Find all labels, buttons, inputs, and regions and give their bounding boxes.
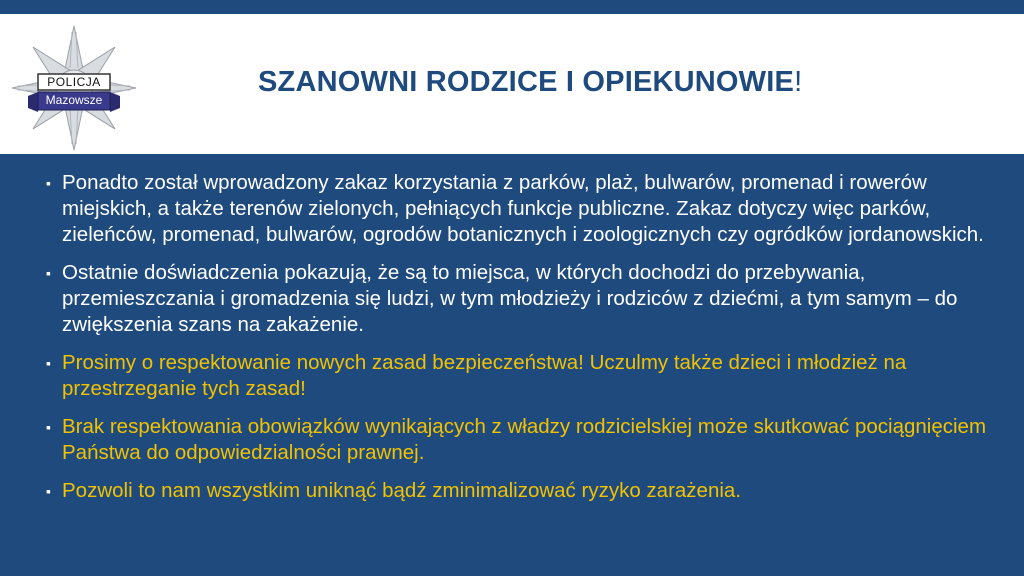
bullet-text: Ponadto został wprowadzony zakaz korzystania z parków, plaż, bulwarów, promenad i rowerów miejskich, a także terenów zielonych, pełniących funkcje publiczne. Zakaz dotyczy więc parków, zieleńców, promenad, bulwarów, ogrodów botanicznych i zoologicznych czy ogródków jordanowskich. (62, 171, 984, 246)
logo-bottom-text: Mazowsze (45, 93, 103, 107)
bullet-text: Prosimy o respektowanie nowych zasad bezpieczeństwa! Uczulmy także dzieci i młodzież na przestrzeganie tych zasad! (62, 351, 907, 400)
bullet-text: Pozwoli to nam wszystkim uniknąć bądź zminimalizować ryzyko zarażenia. (62, 479, 742, 502)
bullet-item (44, 478, 994, 504)
logo-top-text: POLICJA (47, 75, 101, 89)
slide-title (258, 66, 802, 99)
bullet-marker-icon: ▪ (46, 265, 51, 281)
bullet-text: Brak respektowania obowiązków wynikających z władzy rodzicielskiej może skutkować pociągnięciem Państwa do odpowiedzialności prawnej. (62, 415, 987, 464)
bullet-item (44, 260, 994, 338)
bullet-text: Ostatnie doświadczenia pokazują, że są to miejsca, w których dochodzi do przebywania, przemieszczania i gromadzenia się ludzi, w tym młodzieży i rodziców z dziećmi, a tym samym – do zwiększenia szans na zakażenie. (62, 261, 958, 336)
slide-title-suffix: ! (794, 66, 803, 98)
bullet-marker-icon: ▪ (46, 175, 51, 191)
bullet-item (44, 350, 994, 402)
top-accent-bar (0, 0, 1024, 14)
bullet-item (44, 170, 994, 248)
bullet-marker-icon: ▪ (46, 355, 51, 371)
bullet-item (44, 414, 994, 466)
slide-content (0, 154, 1024, 576)
slide-header (0, 14, 1024, 154)
bullet-marker-icon: ▪ (46, 419, 51, 435)
bullet-list (44, 170, 994, 516)
slide-title-text: SZANOWNI RODZICE I OPIEKUNOWIE (258, 66, 795, 98)
bullet-marker-icon: ▪ (46, 483, 51, 499)
police-star-badge-icon (8, 24, 140, 154)
